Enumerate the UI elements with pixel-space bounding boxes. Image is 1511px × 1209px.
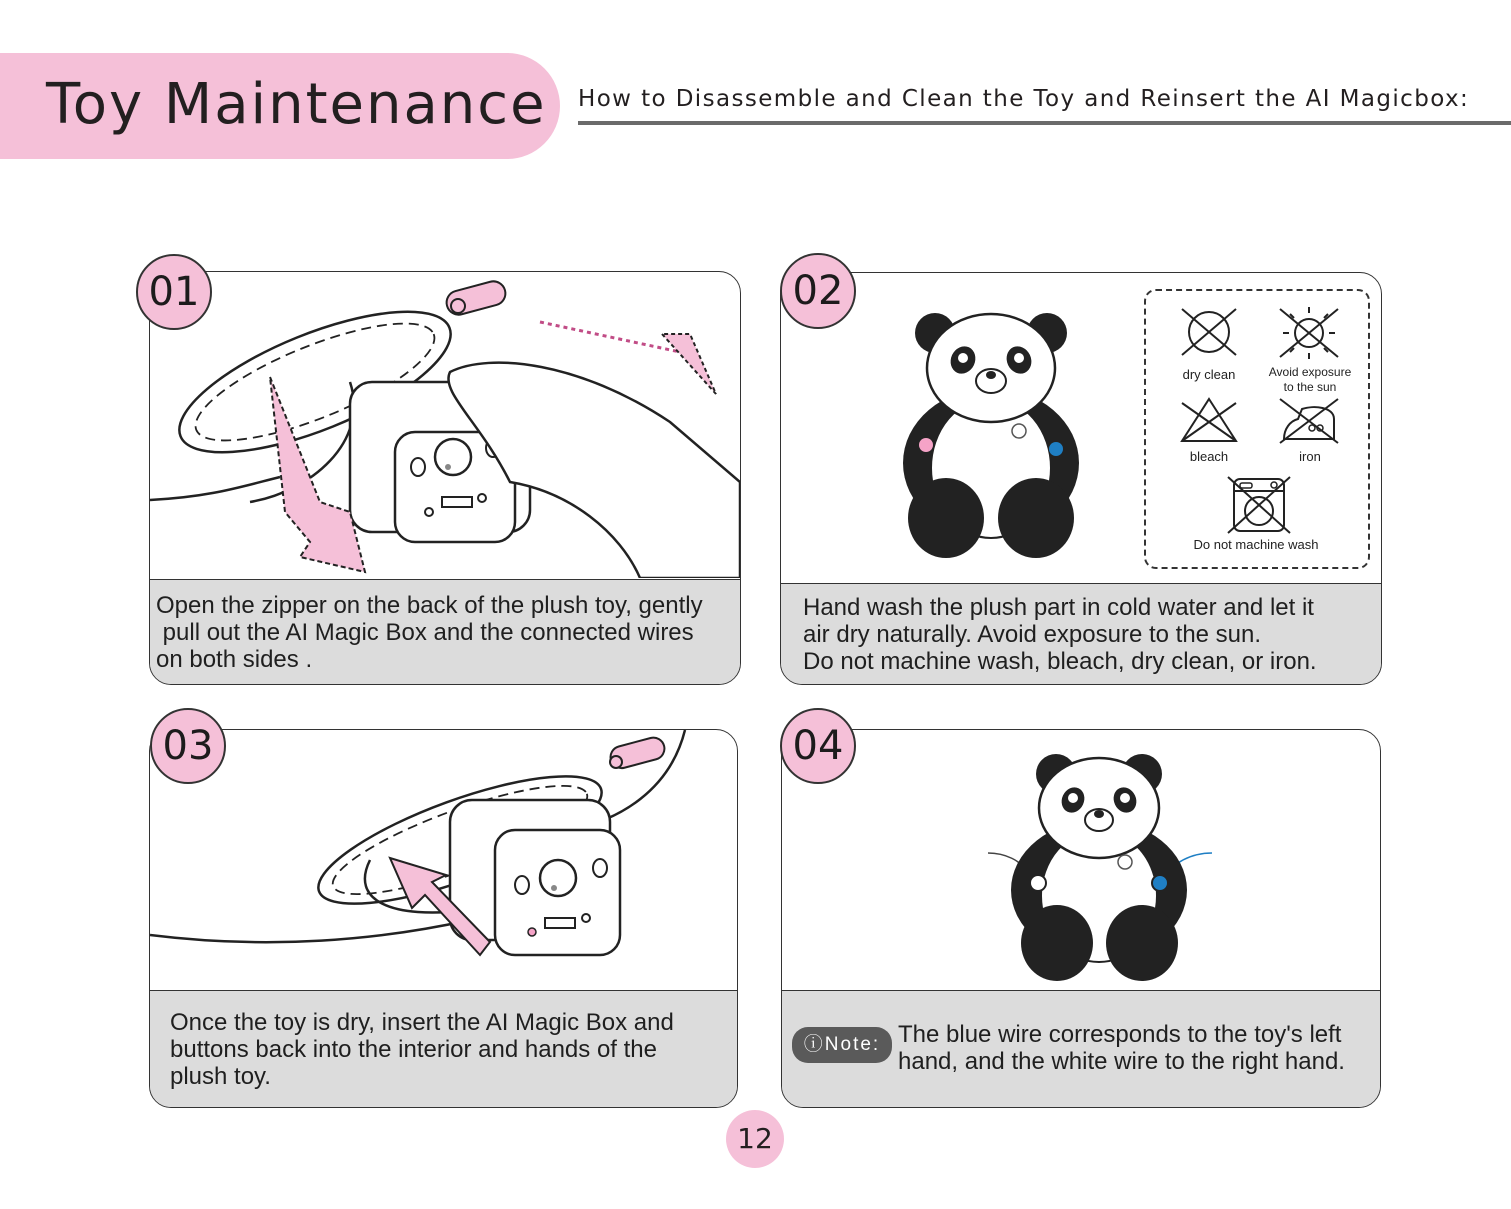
- step-02-caption-box: [781, 583, 1381, 684]
- step-04-caption: The blue wire corresponds to the toy's left hand, and the white wire to the right hand.: [898, 1021, 1345, 1075]
- subtitle-underline: [578, 121, 1511, 125]
- insert-box-illustration: [150, 730, 737, 990]
- step-01-caption: Open the zipper on the back of the plush toy, gently pull out the AI Magic Box and the connected wires on both sides .: [156, 592, 703, 673]
- bleach-label: bleach: [1189, 449, 1229, 464]
- page-subtitle: How to Disassemble and Clean the Toy and Reinsert the AI Magicbox:: [578, 86, 1470, 112]
- dry-clean-icon: [1174, 307, 1244, 357]
- iron-label: iron: [1299, 449, 1321, 464]
- note-badge: [792, 1027, 892, 1063]
- machine-wash-label: Do not machine wash: [1193, 537, 1319, 552]
- panda-wires-illustration: [982, 748, 1222, 1008]
- page-number: 12: [726, 1110, 784, 1168]
- step-03-caption: Once the toy is dry, insert the AI Magic Box and buttons back into the interior and hands of the plush toy.: [170, 1009, 674, 1090]
- step-01-badge: 01: [136, 254, 212, 330]
- avoid-sun-label: Avoid exposure to the sun: [1268, 365, 1352, 394]
- step-03-badge: 03: [150, 708, 226, 784]
- bleach-icon: [1174, 395, 1244, 445]
- info-icon: ⓘ: [803, 1034, 825, 1055]
- step-04-caption-box: [782, 990, 1380, 1107]
- step-01-panel: [149, 271, 741, 685]
- panda-illustration: [891, 303, 1091, 573]
- step-03-panel: [149, 729, 738, 1108]
- step-04-panel: [781, 729, 1381, 1108]
- sun-icon: [1274, 303, 1344, 363]
- note-label: Note:: [824, 1034, 881, 1055]
- step-04-badge: 04: [780, 708, 856, 784]
- washing-machine-icon: [1224, 475, 1294, 535]
- step-02-panel: [780, 272, 1382, 685]
- dry-clean-label: dry clean: [1182, 367, 1236, 382]
- step-01-caption-box: [150, 579, 740, 684]
- step-02-badge: 02: [780, 253, 856, 329]
- page-title: Toy Maintenance: [46, 72, 547, 137]
- step-02-caption: Hand wash the plush part in cold water and let it air dry naturally. Avoid exposure to the sun. Do not machine wash, bleach, dry clean, or iron.: [803, 594, 1317, 675]
- care-symbols-box: [1144, 289, 1370, 569]
- step-03-caption-box: [150, 990, 737, 1107]
- zipper-open-illustration: [150, 272, 740, 578]
- iron-icon: [1274, 395, 1344, 445]
